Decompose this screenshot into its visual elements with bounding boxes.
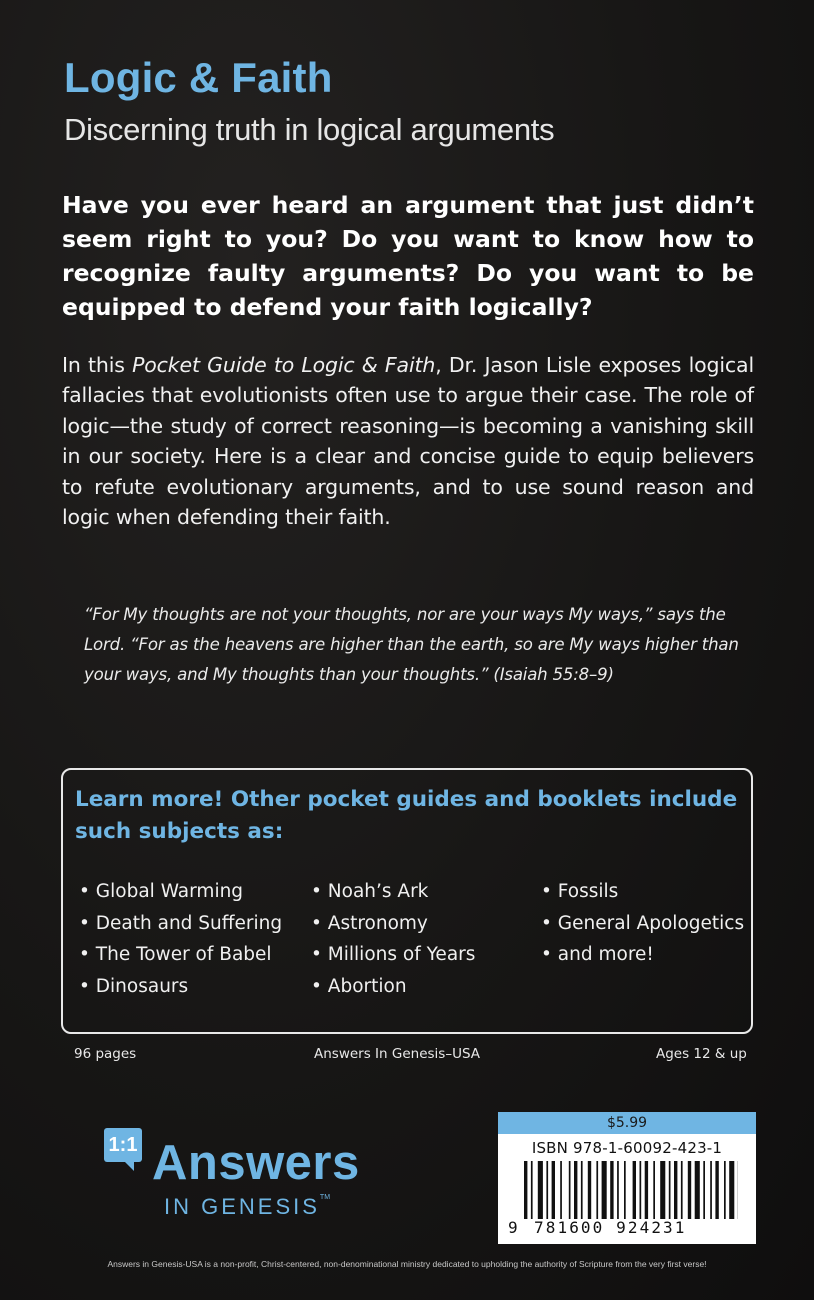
answers-in-genesis-logo	[104, 1128, 394, 1223]
topic-item: • and more!	[541, 939, 741, 971]
description-intro: In this	[62, 353, 133, 377]
barcode-digits: 781600 924231	[534, 1218, 687, 1237]
lead-paragraph: Have you ever heard an argument that just didn’t seem right to you? Do you want to know how to recognize faulty arguments? Do you want to be equipped to defend your faith logically?	[62, 191, 754, 321]
price-label: $5.99	[498, 1112, 756, 1134]
learn-more-box	[61, 768, 753, 1034]
trademark-mark: TM	[319, 1194, 331, 1201]
topic-item: • The Tower of Babel	[79, 939, 311, 971]
isbn-number: ISBN 978-1-60092-423-1	[531, 1139, 723, 1157]
topic-column-2	[311, 876, 541, 1002]
description-rest: , Dr. Jason Lisle exposes logical fallacies that evolutionists often use to argue their case. The role of logic—the study of correct reasoning—is becoming a vanishing skill in our society. Here is a clear and concise guide to equip believers to refute evolutionary arguments, and to use sound reason and logic when defending their faith.	[62, 353, 754, 530]
topic-item: • Noah’s Ark	[311, 876, 541, 908]
topic-column-3	[541, 876, 745, 1002]
book-title: Logic & Faith	[64, 54, 333, 101]
description-paragraph	[62, 350, 754, 532]
barcode-label	[498, 1134, 756, 1244]
learn-more-heading: Learn more! Other pocket guides and booklets include such subjects as:	[75, 787, 738, 844]
publisher-name: Answers In Genesis–USA	[314, 1046, 481, 1062]
topic-item: • Fossils	[541, 876, 741, 908]
topic-item: • Global Warming	[79, 876, 311, 908]
topic-item: • Death and Suffering	[79, 908, 311, 940]
topic-item: • General Apologetics	[541, 908, 741, 940]
topic-item: • Millions of Years	[311, 939, 541, 971]
topic-list	[79, 876, 745, 1002]
description-book-name: Pocket Guide to Logic & Faith	[132, 353, 436, 377]
book-subtitle: Discerning truth in logical arguments	[64, 112, 555, 147]
barcode-icon	[524, 1161, 738, 1219]
logo-wordmark: Answers	[152, 1136, 360, 1190]
topic-column-1	[79, 876, 311, 1002]
barcode-lead-digit: 9	[508, 1218, 518, 1237]
topic-item: • Dinosaurs	[79, 971, 311, 1003]
logo-subtitle-text: IN GENESIS	[164, 1194, 320, 1219]
topic-item: • Astronomy	[311, 908, 541, 940]
speech-bubble-icon: 1:1	[104, 1128, 142, 1162]
ministry-statement: Answers in Genesis-USA is a non-profit, Christ-centered, non-denominational ministry dedicated to upholding the authority of Scripture from the very first verse!	[107, 1259, 707, 1269]
age-range: Ages 12 & up	[656, 1046, 747, 1062]
topic-item: • Abortion	[311, 971, 541, 1003]
logo-subtitle	[164, 1194, 330, 1220]
page-count: 96 pages	[74, 1046, 137, 1062]
scripture-quote: “For My thoughts are not your thoughts, nor are your ways My ways,” says the Lord. “For as the heavens are higher than the earth, so are My ways higher than your ways, and My thoughts than your thoughts.” (Isaiah 55:8–9)	[84, 605, 739, 684]
